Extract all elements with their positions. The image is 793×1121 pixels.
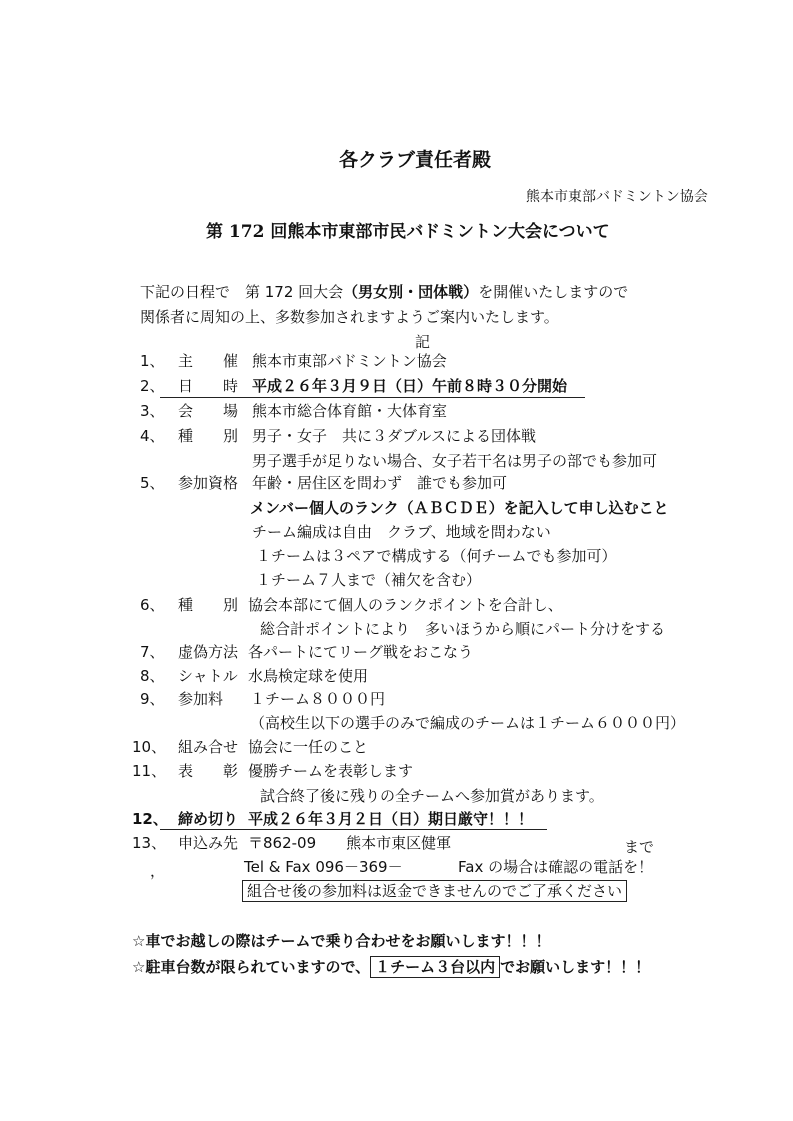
- item-content: 試合終了後に残りの全チームへ参加賞があります。: [260, 787, 604, 805]
- item-content: 熊本市総合体育館・大体育室: [252, 402, 448, 420]
- item-content: 水鳥検定球を使用: [248, 667, 369, 685]
- item-number: 8、: [140, 667, 165, 685]
- item-number: 5、: [140, 474, 165, 492]
- parking-note: [132, 958, 650, 976]
- item-label: 虚偽方法: [178, 643, 239, 661]
- item-content: １チームは３ペアで構成する（何チームでも参加可）: [256, 547, 617, 565]
- application-address: 〒862-09 熊本市東区健軍: [248, 834, 452, 852]
- item-label: 主 催: [178, 352, 239, 370]
- item-label: 締め切り: [178, 810, 239, 828]
- item-number: 1、: [140, 352, 165, 370]
- item-number: 10、: [132, 738, 167, 756]
- refund-notice: 組合せ後の参加料は返金できませんのでご了承ください: [242, 880, 627, 902]
- intro-text-a: 下記の日程で 第 172 回大会: [140, 283, 344, 301]
- intro-text-b: を開催いたしますので: [478, 283, 629, 301]
- item-number: 9、: [140, 690, 165, 708]
- item-content: 各パートにてリーグ戦をおこなう: [248, 643, 474, 661]
- stray-comma: ，: [150, 862, 166, 880]
- item-content: チーム編成は自由 クラブ、地域を問わない: [252, 523, 551, 541]
- deadline: 平成２６年３月２日（日）期日厳守！！！: [248, 810, 534, 828]
- item-number: 7、: [140, 643, 165, 661]
- car-note: ☆車でお越しの際はチームで乗り合わせをお願いします！！！: [132, 932, 551, 950]
- intro-text-bold: （男女別・団体戦）: [343, 283, 479, 301]
- item-content: 年齢・居住区を問わず 誰でも参加可: [252, 474, 508, 492]
- rank-instruction: メンバー個人のランク（ＡＢＣＤＥ）を記入して申し込むこと: [250, 499, 669, 517]
- item-2-underline: [160, 397, 585, 398]
- item-label: シャトル: [178, 667, 238, 685]
- item-label: 参加資格: [178, 474, 239, 492]
- parking-limit-box: １チーム３台以内: [370, 956, 500, 978]
- item-number: 3、: [140, 402, 165, 420]
- sender-organization: 熊本市東部バドミントン協会: [526, 189, 708, 205]
- item-content: 男子選手が足りない場合、女子若干名は男子の部でも参加可: [252, 452, 658, 470]
- intro-line-1: [140, 283, 628, 301]
- ki-mark: 記: [415, 333, 431, 351]
- item-label: 表 彰: [178, 762, 239, 780]
- item-number: 11、: [132, 762, 167, 780]
- item-number: 4、: [140, 427, 165, 445]
- item-content: 優勝チームを表彰します: [248, 762, 414, 780]
- parking-text-b: でお願いします！！！: [500, 958, 651, 976]
- event-date: 平成２６年３月９日（日）午前８時３０分開始: [252, 377, 568, 395]
- item-label: 種 別: [178, 596, 239, 614]
- item-content: １チーム７人まで（補欠を含む）: [256, 571, 482, 589]
- item-content: 男子・女子 共に３ダブルスによる団体戦: [252, 427, 536, 445]
- item-label: 日 時: [178, 377, 239, 395]
- address-suffix: まで: [624, 838, 655, 856]
- document-title: 第 172 回熊本市東部市民バドミントン大会について: [206, 222, 610, 242]
- item-label: 会 場: [178, 402, 239, 420]
- item-label: 組み合せ: [178, 738, 239, 756]
- addressee: 各クラブ責任者殿: [339, 149, 492, 171]
- item-number: 2、: [140, 377, 165, 395]
- item-content: （高校生以下の選手のみで編成のチームは１チーム６０００円）: [250, 714, 686, 732]
- intro-line-2: 関係者に周知の上、多数参加されますようご案内いたします。: [140, 308, 559, 326]
- item-label: 参加料: [178, 690, 224, 708]
- item-label: 申込み先: [178, 834, 239, 852]
- item-number: 12、: [132, 810, 168, 828]
- item-content: 総合計ポイントにより 多いほうから順にパート分けをする: [260, 620, 666, 638]
- item-content: 熊本市東部バドミントン協会: [252, 352, 447, 370]
- parking-text-a: ☆駐車台数が限られていますので、: [132, 958, 371, 976]
- fax-note: Fax の場合は確認の電話を！: [458, 858, 654, 876]
- item-content: 協会に一任のこと: [248, 738, 369, 756]
- item-label: 種 別: [178, 427, 239, 445]
- item-content: １チーム８０００円: [250, 690, 386, 708]
- tel-fax: Tel & Fax 096－369－: [244, 858, 403, 876]
- item-number: 13、: [132, 834, 167, 852]
- item-12-underline: [160, 829, 547, 830]
- item-content: 協会本部にて個人のランクポイントを合計し、: [248, 596, 563, 614]
- item-number: 6、: [140, 596, 165, 614]
